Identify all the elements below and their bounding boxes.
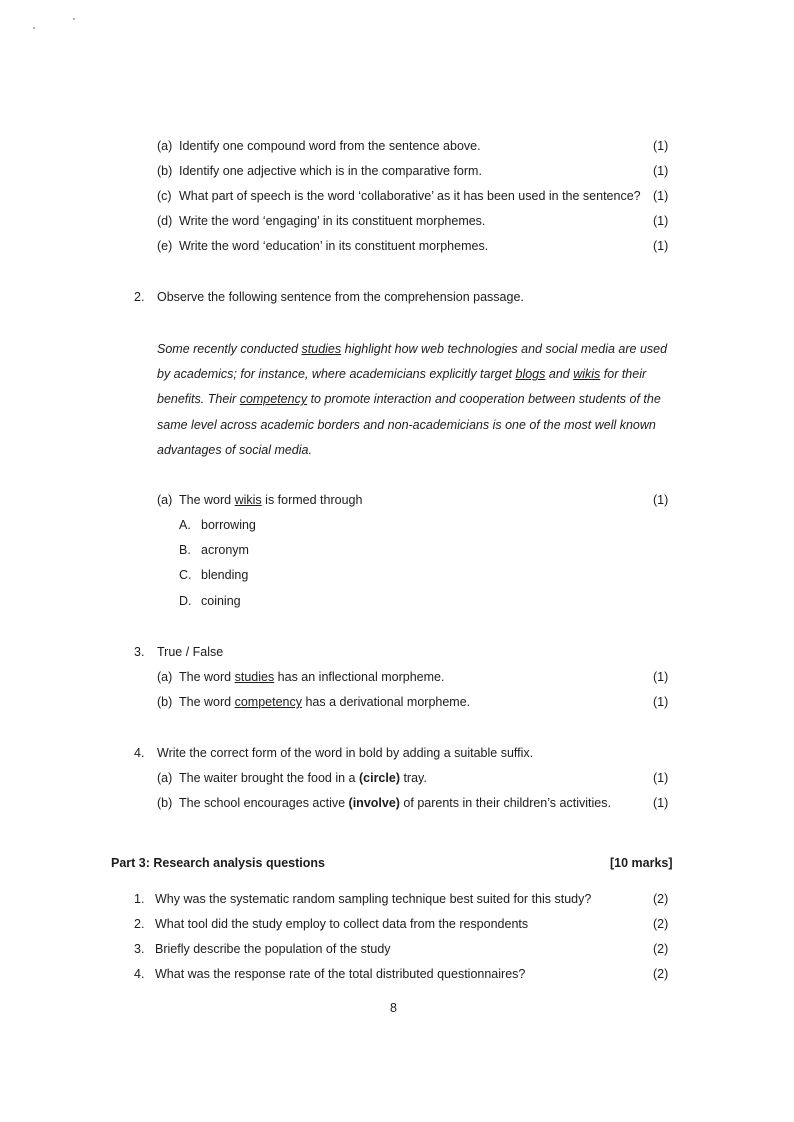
option-letter: C. [179, 568, 192, 582]
passage-text: to promote interaction and cooperation between students of the [307, 392, 661, 407]
question-number: 4. [134, 746, 145, 760]
subq-marks: (1) [653, 670, 669, 684]
option-text: acronym [201, 543, 249, 557]
question-marks: (2) [653, 967, 669, 981]
subq-label: (e) [157, 239, 173, 253]
section-marks: [10 marks] [610, 856, 673, 870]
subq-marks: (1) [653, 796, 669, 810]
question-number: 2. [134, 290, 145, 304]
question-number: 4. [134, 967, 145, 981]
underlined-word: wikis [573, 367, 601, 382]
question-marks: (2) [653, 942, 669, 956]
question-stem: Write the correct form of the word in bold by adding a suitable suffix. [157, 746, 534, 760]
question-marks: (2) [653, 892, 669, 906]
subq-marks: (1) [653, 214, 669, 228]
page-number: 8 [390, 1001, 397, 1015]
passage-text: benefits. Their [157, 392, 240, 407]
subq-label: (d) [157, 214, 173, 228]
passage-text: Some recently conducted [157, 342, 302, 356]
question-stem: True / False [157, 645, 224, 659]
option-text: borrowing [201, 518, 256, 532]
subq-marks: (1) [653, 695, 669, 709]
option-text: blending [201, 568, 249, 582]
question-number: 2. [134, 917, 145, 931]
question-text: What tool did the study employ to collect data from the respondents [155, 917, 529, 931]
passage-text: and [545, 367, 574, 382]
subq-marks: (1) [653, 239, 669, 253]
section-title: Part 3: Research analysis questions [111, 856, 325, 870]
option-text: coining [201, 594, 241, 608]
passage-text: highlight how web technologies and social media are used [341, 342, 668, 356]
subq-text: The school encourages active (involve) of parents in their children’s activities. [179, 796, 611, 810]
comprehension-passage [157, 337, 677, 463]
subq-marks: (1) [653, 493, 669, 507]
scan-speck [73, 18, 75, 20]
subq-marks: (1) [653, 189, 669, 203]
question-text: What was the response rate of the total distributed questionnaires? [155, 967, 526, 981]
subq-text: The word wikis is formed through [179, 493, 363, 507]
subq-text: Identify one adjective which is in the comparative form. [179, 164, 482, 178]
question-number: 3. [134, 645, 145, 659]
question-number: 1. [134, 892, 145, 906]
passage-text: same level across academic borders and non-academicians is one of the most well known [157, 417, 656, 432]
underlined-word: studies [301, 342, 342, 356]
underlined-word: blogs [515, 367, 546, 382]
subq-text: The word studies has an inflectional morpheme. [179, 670, 445, 684]
option-letter: D. [179, 594, 192, 608]
subq-text: The waiter brought the food in a (circle) tray. [179, 771, 427, 785]
subq-label: (a) [157, 670, 173, 684]
subq-text: What part of speech is the word ‘collaborative’ as it has been used in the sentence? [179, 189, 641, 203]
option-letter: A. [179, 518, 191, 532]
subq-label: (c) [157, 189, 172, 203]
question-number: 3. [134, 942, 145, 956]
question-stem: Observe the following sentence from the comprehension passage. [157, 290, 524, 304]
subq-label: (b) [157, 796, 173, 810]
passage-text: advantages of social media. [157, 442, 312, 457]
subq-text: Write the word ‘education’ in its constituent morphemes. [179, 239, 489, 253]
passage-text: by academics; for instance, where academicians explicitly target [157, 367, 516, 382]
subq-label: (b) [157, 164, 173, 178]
subq-marks: (1) [653, 139, 669, 153]
subq-marks: (1) [653, 771, 669, 785]
question-text: Why was the systematic random sampling technique best suited for this study? [155, 892, 592, 906]
subq-text: Write the word ‘engaging’ in its constituent morphemes. [179, 214, 486, 228]
subq-label: (a) [157, 493, 173, 507]
subq-text: Identify one compound word from the sentence above. [179, 139, 481, 153]
subq-text: The word competency has a derivational morpheme. [179, 695, 471, 709]
option-letter: B. [179, 543, 191, 557]
passage-text: for their [600, 367, 647, 382]
subq-marks: (1) [653, 164, 669, 178]
underlined-word: competency [239, 392, 308, 407]
subq-label: (b) [157, 695, 173, 709]
question-marks: (2) [653, 917, 669, 931]
question-text: Briefly describe the population of the study [155, 942, 391, 956]
subq-label: (a) [157, 139, 173, 153]
scan-speck [33, 27, 35, 29]
subq-label: (a) [157, 771, 173, 785]
